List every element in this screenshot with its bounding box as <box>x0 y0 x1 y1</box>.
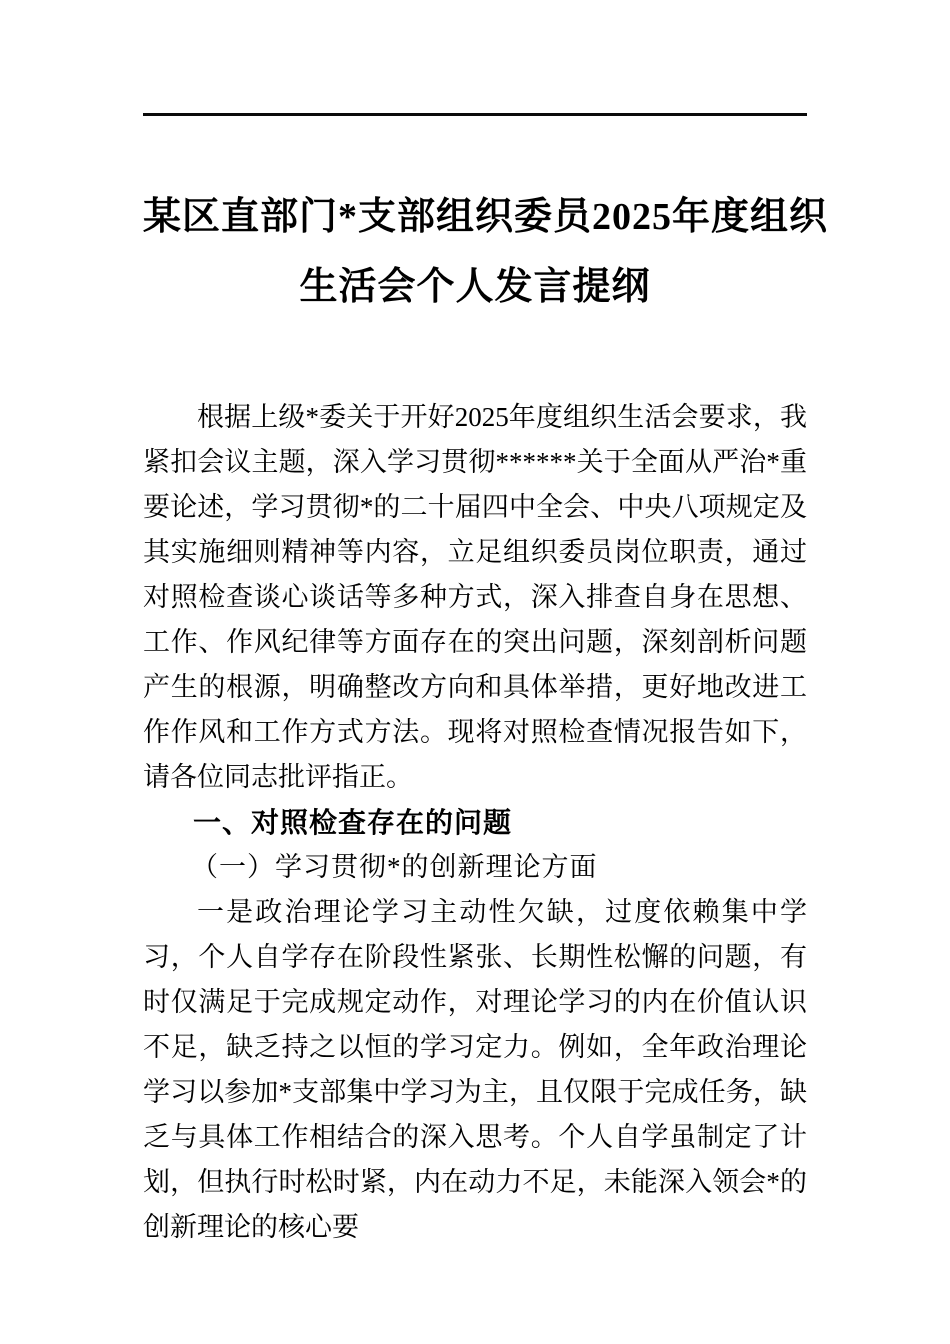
section-1-subsection-1-heading: （一）学习贯彻*的创新理论方面 <box>191 852 598 882</box>
document-body <box>143 395 807 1250</box>
intro-paragraph: 根据上级*委关于开好2025年度组织生活会要求，我紧扣会议主题，深入学习贯彻******关于全面从严治*重要论述，学习贯彻*的二十届四中全会、中央八项规定及其实施细则精神等内容，立足组织委员岗位职责，通过对照检查谈心谈话等多种方式，深入排查自身在思想、工作、作风纪律等方面存在的突出问题，深刻剖析问题产生的根源，明确整改方向和具体举措，更好地改进工作作风和工作方式方法。现将对照检查情况报告如下，请各位同志批评指正。 <box>143 402 807 792</box>
section-1-heading: 一、对照检查存在的问题 <box>193 807 513 838</box>
section-1-subsection-1-paragraph: 一是政治理论学习主动性欠缺，过度依赖集中学习，个人自学存在阶段性紧张、长期性松懈的问题，有时仅满足于完成规定动作，对理论学习的内在价值认识不足，缺乏持之以恒的学习定力。例如，全年政治理论学习以参加*支部集中学习为主，且仅限于完成任务，缺乏与具体工作相结合的深入思考。个人自学虽制定了计划，但执行时松时紧，内在动力不足，未能深入领会*的创新理论的核心要 <box>143 897 807 1242</box>
document-title <box>143 182 829 322</box>
document-title-line-1: 某区直部门*支部组织委员2025年度组织 <box>143 196 829 238</box>
header-rule <box>143 113 807 116</box>
document-title-line-2: 生活会个人发言提纲 <box>299 266 651 308</box>
